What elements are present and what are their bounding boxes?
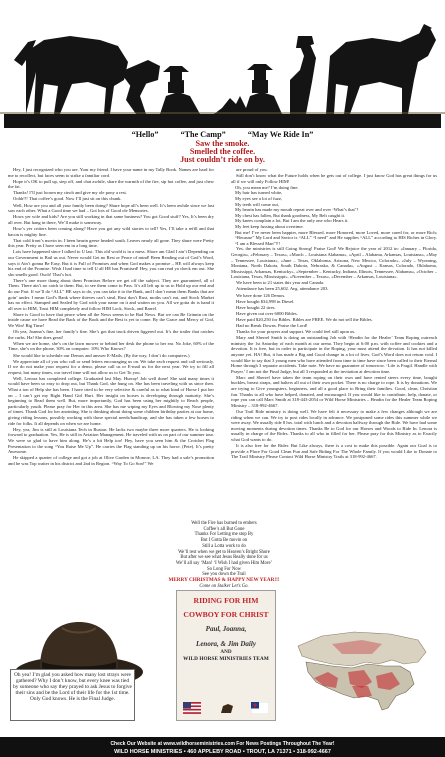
strays-quote-box <box>10 669 135 721</box>
ministry-logo-icon <box>218 702 236 714</box>
verse-line: Oh, you mean me? I’m doing fine. <box>235 184 299 190</box>
right-paragraph: Have bought $34,998 in Diesel. <box>236 298 295 304</box>
poem-line: But I Gotta Be movin on <box>200 538 248 544</box>
right-paragraph: Yes, the ministries is still Going Strong! Praise God! We Rejoice the year of 2012 in: «January – Florida, Georgia», «February – Texas», «March – Louisiana Alabama», «April – Alabama, Arkansas, Louisiana», «May – Tennessee, Louisiana», «June – Texas, Oklahoma, Arizona, New Mexico, Colorado», «July – Wyoming, Montana, North Dakota, South Dakota, Nebraska, & Canada», «August – Kansas, Colorado, Oklahoma, Mississippi, Arkansas, Kentucky», «September – Kentucky, Indiana, Illinois, Tennessee, Alabama», «October – Louisiana, Texas, Mississippi», «November – Texas», «December – Arkansas, Louisiana». <box>231 246 437 280</box>
left-paragraph: He skipped a quarter of college and got a job at Olive Garden in Monroe, LA. They had a sale’s promotion and he was Top waiter in his district and 2nd in Region. “Way To Go Son!” We <box>8 455 214 466</box>
ride-names-2: Lenora, & Jim Daily <box>196 639 256 648</box>
left-paragraph: That cold front’s movin in. I been hearin geese headed south. Leaves nearly all gone. They shure were Pretty this year. Pretty as I have seen em in a long time. <box>8 237 214 249</box>
left-column <box>8 167 214 563</box>
christian-flag-icon <box>251 702 269 714</box>
ride-names-1: Paul, Joanna, <box>205 625 247 633</box>
right-column <box>231 167 437 563</box>
right-paragraph: are proud of you. <box>236 167 268 172</box>
strays-quote-text: Oh yea! I’m glad you asked how many lost strays were gathered? Why I don’t know, but every knee was tied by someone who say they prayed to ask Jesus to forgive their sins and be the Lord of their life for the 1st time. Only God knows. He is the Final Judge. <box>13 672 132 702</box>
left-paragraph: Hey, I just recognized who you are. Your my friend. I have your name in my Tally Book. Names are hard for me to recollect, but faces seem to strike a familiar cord. <box>8 167 214 178</box>
left-paragraph: Shore is Good to have that peace when all the News seems to be Bad News. But we can Be Grinnin on the inside cause we have Read the Back of the Book and the Best is yet to come. By the Grace and Mercy of God, We Win! Big Time! <box>8 311 214 329</box>
headline-line-3: Just couldn’t ride on by. <box>180 155 265 164</box>
left-paragraph: She would like to schedule our Demos and answer E-Mails. (By the way, I don’t do computers.) <box>13 352 190 358</box>
right-paragraph: Have paid $20,250 for Bibles. Bibles are FREE. We do not sell the Bibles. <box>236 316 373 322</box>
poem-line: Thanks For Letting me stop By <box>194 532 254 538</box>
ride-team: WILD HORSE MINISTRIES TEAM <box>183 656 269 662</box>
headline-quote-ride: “May We Ride In” <box>247 130 314 139</box>
right-paragraph: Attendance has been 25,602. Avg. attendance 203. <box>236 286 329 292</box>
ride-title-1: RIDING FOR HIM <box>193 596 259 605</box>
verse-list <box>231 185 437 247</box>
poem-line: Well the Fire has burned to embers <box>191 521 257 526</box>
silhouette-banner <box>0 0 445 128</box>
ride-title-2: COWBOY FOR CHRIST <box>183 610 269 619</box>
right-paragraph: Our Trail Ride ministry is doing well. We have felt it necessary to make a few changes although we are riding when we can. We try to post rides locally in advance. We postponed some rides this summer while we were away. We usually ride 8 hrs. total with lunch and a devotion halfway through the Ride. We have had some moving moments during devotion times. Thanks Be to God for our Horses and Woods to Ride In. Lenora is usually in charge of the Rides. Thanks to all who in filled for her. Please pray for this Ministry as to Exactly what God wants to do. <box>231 408 437 442</box>
right-paragraph: Had no Break Downs. Praise the Lord! <box>236 323 308 329</box>
headline-quotes <box>0 130 445 139</box>
verse-line: My hearin has made my mouth repeat over and over ‘What’s that’? <box>235 207 359 213</box>
poem-line: But after we see what Jesus Really done for us <box>180 555 268 561</box>
article-columns <box>8 167 437 563</box>
poem-line: See you down the Trail <box>202 572 246 578</box>
verse-line: My knees complain a lot, But I am the only one who Hears it. <box>235 218 349 224</box>
headline-line-1: Saw the smoke. <box>195 139 250 148</box>
ride-and: AND <box>220 649 232 655</box>
footer-website-line: Check Our Website at www.wildhorseministries.com For News Postings Throughout The Year! <box>110 741 335 747</box>
left-paragraph: Hey, yea, Jim is still at Louisiana Tech in Ruston. He lacks two maybe three more quarters. He is looking forward to graduation. Yes, He is still in Aviation Management. He traveled with us on part of our summer tour. We were so glad to have him along. He’s a bit Help too! Hey, have you seen him & the Crotchet Flag Presentation to the song “You Raise Me Up”. He carries the Flag standing up on his horse. (Pete). It’s pretty Awesome. <box>8 426 214 455</box>
left-paragraph: Lots have happened since I talked to U last. This old world is in a mess. Shore am Glad I ain’t Depending on our Government to Bail us out. Never would Get no Rest or Peace of mind! Been Reading out of God’s Word, says it Ain’t gonna Be Easy, But it is Full of Promises and when God makes a promise – HE will always keep his end of the Promise. Wish I had time to tell U all HE has Promised! Hey, you can read ya check em out. She sho smells good. Ouch! That’s hot. <box>8 249 214 277</box>
left-paragraph: Oh yea, Joanna’s fine, her family’s fine. She’s got that truck driven figgered out. It’s the trailer that catches the curbs. Ha! She does great! <box>8 329 214 340</box>
left-paragraph: How’s yer critters been coming along? Have you got any wild stories to tell? Yes, I’ll take a refill and that bacon is mighty fine. <box>8 225 214 237</box>
poem-line: So Long For Now <box>207 566 241 572</box>
verse-line: My chest has fallen, But thank goodness, My Belt caught it. <box>235 212 346 218</box>
headline-line-2: Smelled the coffee. <box>189 147 256 156</box>
right-paragraph: We have been to 21 states this year and Canada. <box>236 280 325 286</box>
poem-line: We’ll all say ‘Man! ‘I Wish I had given Him More’ <box>175 560 273 566</box>
north-america-map-image <box>292 626 432 720</box>
right-paragraph: Still don’t know what the Future holds when he gets out of college. I just know God has great things for us all if we will only Follow HIM! <box>231 173 437 184</box>
poem-line: We’ll rest when we get to Heaven’s Bright Shore <box>178 549 270 555</box>
right-paragraph: Have bought 22 tires. <box>236 304 276 310</box>
poem-signoff: Come on Stalker Let’s Go. <box>199 583 249 589</box>
footer-bar <box>0 737 445 757</box>
left-paragraph: Well, Lenora has completed college. Graduated last May. Hurray! Job well done! She said many times it would have been so easy to drop out, but Thank God, she hung on. She has been traveling with us since then. What a ton of Help she has been. I have tried to be very selective & careful as to what kind of Horse I put her on – I can’t get my Right Hand Girl Hurt. Her insight on horses is developing through maturity. She’s beginning to Read them well. But, more importantly, God has been using her mightily to Reach people, particularly youth. Please pray for Her in this area. She has me wiping my Eyes and Blowing my Nose plenty of times. Thank God for her anointing. She is thinking about doing some children birthday parties at our home, giving riding lessons, possibly working with those special needs/handicap, and she has taken a few horses to ride for folks. It all depends on when we are home. <box>8 375 214 426</box>
verse-line: My feet keep fussing about overtime. <box>235 223 304 229</box>
campfire-silhouette-image <box>0 0 445 128</box>
right-paragraph: Mary and Sherrel Smith is doing an outstanding Job with ‘Headin for the Healer’ Team Roping outreach ministry the 1st Saturday of each month at our arena. They begin at 6:00 p.m. with coffee and cookies and a devotion. It is free, but in order to participate in the Roping, your must attend the devotion. It has not killed anyone yet. HA! But, it has made a Big and Good change in a lot of lives. God’s Word does not return void. I would like to say that 3 young men who have attended from time to time have since been called to their Eternal Home through 3 separate accidents. Take note. We have no guarantee of tomorrow. ‘Life is Fragil. Handle with Prayer.’ I am not the Final Judge, but all 3 responded at the invitation at devotion time. <box>231 335 437 374</box>
poem-line: Coffee’s all But Gone <box>203 526 245 532</box>
left-paragraph: There’s one more thang about them Promises Before we get off the subject. They are guaranteed, all of Them. There ain’t no catch to them. But, to see them come to Pass. It’s all left up to us to Hold up our end and do our Part. If we’ll do “ALL” HE says to do, you can take it to the Bank, and I don’t mean them Banks that are goin’ under. I mean God’s Bank where thieves can’t steal, Rust don’t Rust, moths can’t eat, and Stock Market has no effect. Stamped and Sealed by God with your name on it and waiten on you. All we gotta do is hand it all over to HIM, Trust HIM completely and follow HIM Lock, Stock, and Barrel. <box>8 277 214 311</box>
left-paragraph: When we are home, she’s on the lawn mower or behind her desk the phone to her ear. No Joke, 60% of the Time, she’s on the phone, 30% on computer. 10% Who Knows? <box>8 340 214 352</box>
christmas-greeting: MERRY CHRISTMAS & HAPPY NEW YEAR!!! <box>168 577 280 584</box>
right-paragraph: It is also free for the Rider. But Like always, there is a cost to make this possible. Again our Goal is to provide a Place For Good Clean Fun and Safe Riding For The Whole Family. If you would Like to Donate to The Trail Ministry Please Contact Wild Horse Ministry Trails at 318-992-4667. <box>231 443 437 460</box>
right-paragraph: We have done 126 Demos. <box>236 292 286 298</box>
verse-line: My teeth will come out, <box>235 201 280 207</box>
left-paragraph: Hope it’s OK to pull up, step off, and chat awhile, share the warmth of the fire, sip hot coffee, and just chew the fat. <box>8 178 214 190</box>
verse-line: My hair has turned white, <box>235 190 283 196</box>
right-paragraph: Have given out over 6000 Bibles. <box>236 310 298 316</box>
left-paragraph: We appreciate all of you who call or send letters encouraging us on. We take each request and call seriously. If we do not make your request for a demo, please call us or E-mail us for the next year. We try to fill all request, but many times, our travel time will not allow us to Get To you. <box>8 358 214 375</box>
headline-quote-camp: “The Camp” <box>180 130 226 139</box>
verse-line: But me! I’ve never been happier, more Blessed, more Honored, more Loved, more cared for, or more Rich; “Because” My Lord and Savior is “ALL” “I need” and He supplies “ALL” according to HIS Riches in Glory. “I am a Blessed Man”!!! <box>235 229 437 246</box>
left-paragraph: Thanks! I’ll just loosen my cinch and give my ole pony a rest. <box>13 190 127 196</box>
footer-address-line: WILD HORSE MINISTRIES • 460 APPLEBY ROAD • TROUT, LA 71371 • 318-992-4667 <box>114 749 331 755</box>
poem-line: Still a Lotta work to do <box>202 543 246 549</box>
riding-for-him-box <box>176 590 276 721</box>
right-paragraph: Marc and Sherrel have taken the team roping on their own and have rented steers every time, bought buckles, breast straps, and halters all out of their own pocket. There is no charge to rope. It is by donations. We are trying to Give youngsters, beginners, and all a good place to Bring their families. Good, clean, Christian fun. Thanks to all who have helped, donated, and encouraged. If you would like to contribute, help, donate, or rope you can call Marc Smith at 318-443-2054 or Wild Horse Ministries – Headin for the Healer Team Roping Ministry – 318-992-4667. <box>231 374 437 408</box>
right-paragraph: Thanks for your prayers and support. We could feel still upon us. <box>236 329 356 335</box>
headline-quote-hello: “Hello” <box>131 130 159 139</box>
us-flag-icon <box>183 702 201 714</box>
left-paragraph: Well, How are you and all your family been doing? Shure hope all’s been well. It’s been awhile since we last saw each other. What a Good time we had – Got lots of Good ole Memories. <box>8 202 214 214</box>
verse-line: My eyes see a lot of fuzz, <box>235 195 283 201</box>
left-paragraph: Hows yer wife and kids? Are you still working in that same business? You got Good stuff? Yes, It’s been dry all over. But hang in there, We’ll make it someway. <box>8 214 214 225</box>
left-paragraph: Oohh!!! That coffee’s good. Now I’ll just sit on this chunk. <box>13 196 122 202</box>
